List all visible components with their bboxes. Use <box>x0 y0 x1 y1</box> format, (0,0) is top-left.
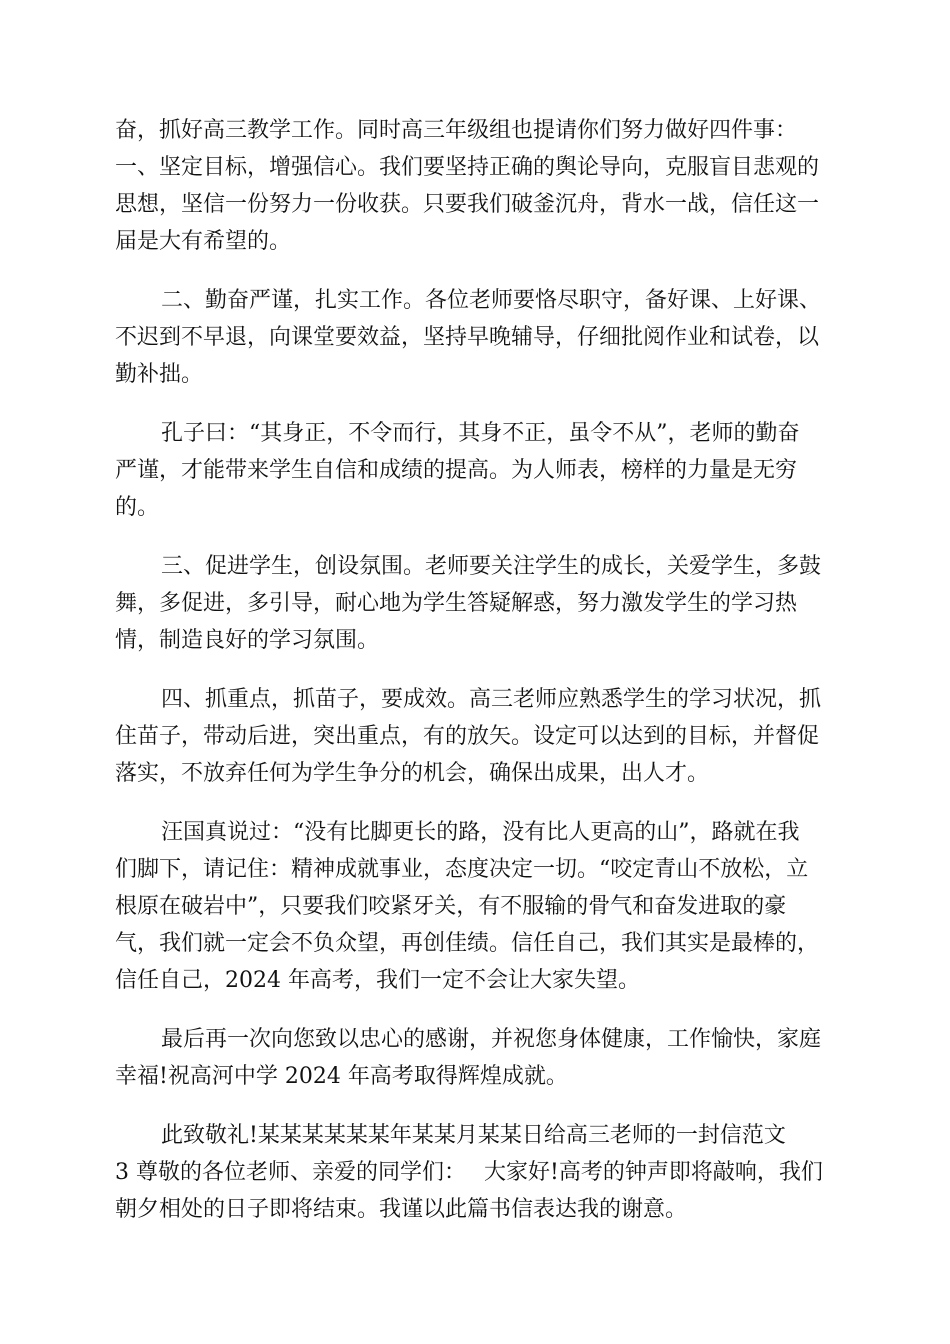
text-line: 奋，抓好高三教学工作。同时高三年级组也提请你们努力做好四件事： <box>115 118 798 143</box>
text-line: 三、促进学生，创设氛围。老师要关注学生的成长，关爱学生，多鼓 <box>161 554 822 579</box>
document-page <box>115 112 839 1228</box>
paragraph-6 <box>115 814 839 999</box>
paragraph-1 <box>115 112 839 260</box>
paragraph-8 <box>115 1117 839 1228</box>
text-line: 住苗子，带动后进，突出重点，有的放矢。设定可以达到的目标，并督促 <box>115 724 820 749</box>
text-line: 朝夕相处的日子即将结束。我谨以此篇书信表达我的谢意。 <box>115 1197 688 1222</box>
paragraph-5 <box>115 681 839 792</box>
text-line: 一、坚定目标，增强信心。我们要坚持正确的舆论导向，克服盲目悲观的 <box>115 155 820 180</box>
text-line: 气，我们就一定会不负众望，再创佳绩。信任自己，我们其实是最棒的， <box>115 931 820 956</box>
text-line: 孔子曰：“其身正，不令而行，其身不正，虽令不从”，老师的勤奋 <box>161 421 800 446</box>
text-line: 落实，不放弃任何为学生争分的机会，确保出成果，出人才。 <box>115 761 710 786</box>
text-line: 不迟到不早退，向课堂要效益，坚持早晚辅导，仔细批阅作业和试卷，以 <box>115 325 820 350</box>
text-line: 二、勤奋严谨，扎实工作。各位老师要恪尽职守，备好课、上好课、 <box>161 288 822 313</box>
text-line: 的。 <box>115 495 160 520</box>
text-line: 信任自己，2024 年高考，我们一定不会让大家失望。 <box>115 968 640 993</box>
text-line: 们脚下，请记住：精神成就事业，态度决定一切。“咬定青山不放松，立 <box>115 857 809 882</box>
text-line: 此致敬礼!某某某某某某年某某月某某日给高三老师的一封信范文 <box>161 1123 786 1148</box>
text-line: 勤补拙。 <box>115 362 204 387</box>
paragraph-3 <box>115 415 839 526</box>
text-line: 3 尊敬的各位老师、亲爱的同学们： 大家好!高考的钟声即将敲响，我们 <box>115 1160 823 1185</box>
paragraph-4 <box>115 548 839 659</box>
text-line: 最后再一次向您致以忠心的感谢，并祝您身体健康，工作愉快，家庭 <box>161 1027 822 1052</box>
text-line: 四、抓重点，抓苗子，要成效。高三老师应熟悉学生的学习状况，抓 <box>161 687 822 712</box>
paragraph-7 <box>115 1021 839 1095</box>
text-line: 舞，多促进，多引导，耐心地为学生答疑解惑，努力激发学生的学习热 <box>115 591 798 616</box>
text-line: 幸福!祝高河中学 2024 年高考取得辉煌成就。 <box>115 1064 568 1089</box>
text-line: 汪国真说过：“没有比脚更长的路，没有比人更高的山”，路就在我 <box>161 820 800 845</box>
text-line: 情，制造良好的学习氛围。 <box>115 628 380 653</box>
text-line: 严谨，才能带来学生自信和成绩的提高。为人师表，榜样的力量是无穷 <box>115 458 798 483</box>
text-line: 根原在破岩中”，只要我们咬紧牙关，有不服输的骨气和奋发进取的豪 <box>115 894 787 919</box>
text-line: 思想，坚信一份努力一份收获。只要我们破釜沉舟，背水一战，信任这一 <box>115 192 820 217</box>
paragraph-2 <box>115 282 839 393</box>
text-line: 届是大有希望的。 <box>115 229 292 254</box>
